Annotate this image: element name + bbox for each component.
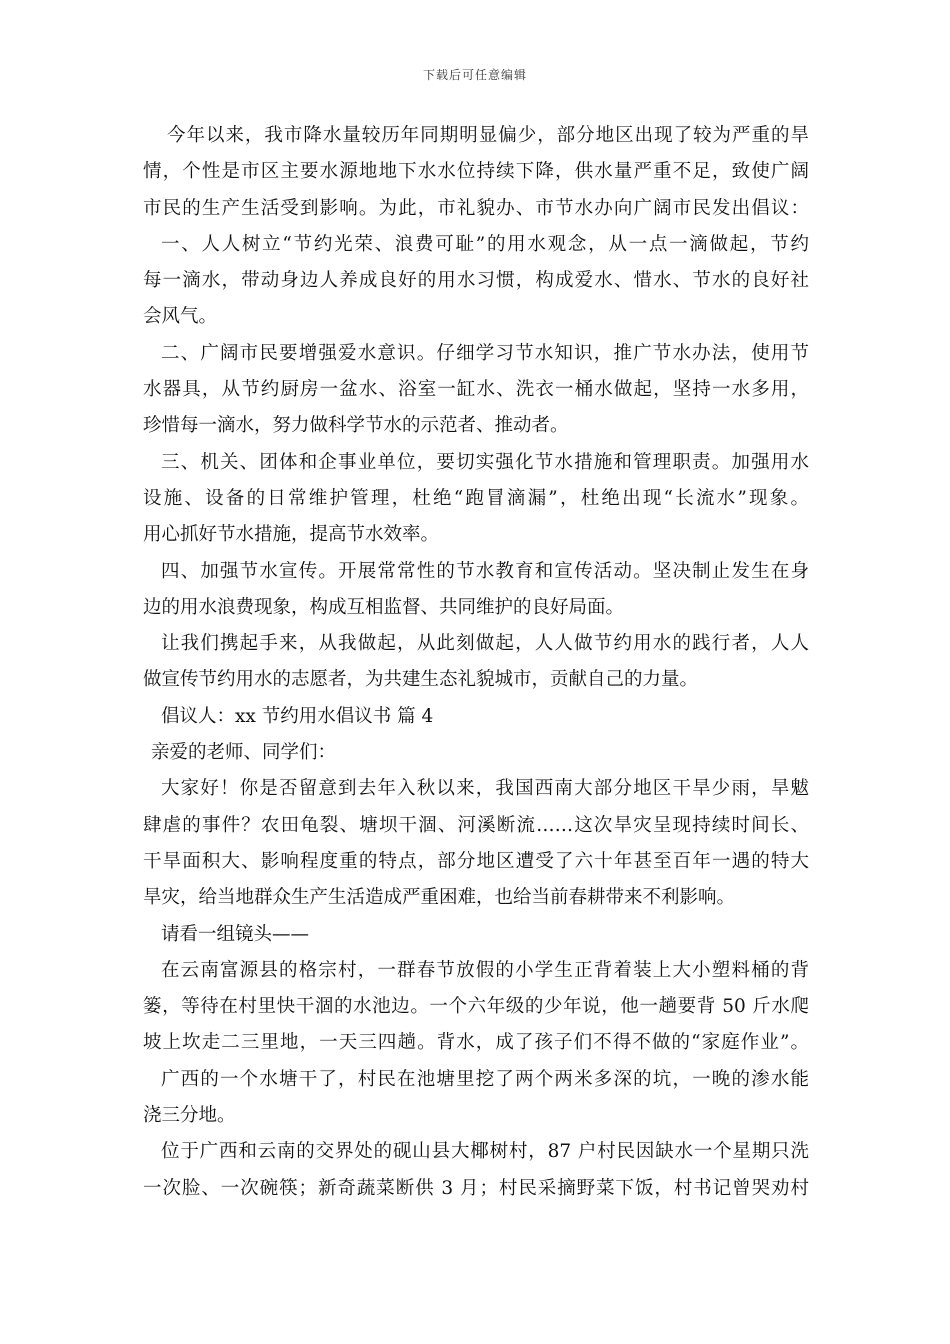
text-line: 每一滴水，带动身边人养成良好的用水习惯，构成爱水、惜水、节水的良好社 — [143, 270, 809, 292]
text-line: 亲爱的老师、同学们： — [151, 742, 337, 764]
text-line: 篓，等待在村里快干涸的水池边。一个六年级的少年说，他一趟要背 50 斤水爬 — [143, 996, 809, 1018]
text-line: 浇三分地。 — [143, 1105, 236, 1127]
text-line: 让我们携起手来，从我做起，从此刻做起，人人做节约用水的践行者，人人 — [161, 633, 809, 655]
text-line: 倡议人：xx 节约用水倡议书 篇 4 — [161, 705, 434, 727]
text-line: 旱灾，给当地群众生产生活造成严重困难，也给当前春耕带来不利影响。 — [143, 887, 736, 909]
text-line: 四、加强节水宣传。开展常常性的节水教育和宣传活动。坚决制止发生在身 — [161, 560, 809, 582]
text-line: 一、人人树立“节约光荣、浪费可耻”的用水观念，从一点一滴做起，节约 — [161, 233, 809, 255]
text-line: 干旱面积大、影响程度重的特点，部分地区遭受了六十年甚至百年一遇的特大 — [143, 850, 809, 872]
text-line: 会风气。 — [143, 306, 218, 328]
text-line: 珍惜每一滴水，努力做科学节水的示范者、推动者。 — [143, 415, 569, 437]
text-line: 请看一组镜头—— — [161, 923, 310, 945]
text-line: 市民的生产生活受到影响。为此，市礼貌办、市节水办向广阔市民发出倡议： — [143, 197, 809, 219]
text-line: 大家好！你是否留意到去年入秋以来，我国西南大部分地区干旱少雨，旱魃 — [161, 778, 809, 800]
text-line: 水器具，从节约厨房一盆水、浴室一缸水、洗衣一桶水做起，坚持一水多用， — [143, 379, 809, 401]
text-line: 情，个性是市区主要水源地地下水水位持续下降，供水量严重不足，致使广阔 — [143, 161, 809, 183]
text-line: 边的用水浪费现象，构成互相监督、共同维护的良好局面。 — [143, 596, 625, 618]
text-line: 三、机关、团体和企事业单位，要切实强化节水措施和管理职责。加强用水 — [161, 451, 809, 473]
text-line: 设施、设备的日常维护管理，杜绝“跑冒滴漏”，杜绝出现“长流水”现象。 — [143, 487, 809, 509]
text-line: 用心抓好节水措施，提高节水效率。 — [143, 524, 440, 546]
text-line: 二、广阔市民要增强爱水意识。仔细学习节水知识，推广节水办法，使用节 — [161, 342, 809, 364]
text-line: 广西的一个水塘干了，村民在池塘里挖了两个两米多深的坑，一晚的渗水能 — [161, 1068, 809, 1090]
page-header: 下载后可任意编辑 — [422, 68, 527, 82]
text-line: 位于广西和云南的交界处的砚山县大椰树村，87 户村民因缺水一个星期只洗 — [161, 1141, 809, 1163]
text-line: 一次脸、一次碗筷；新奇蔬菜断供 3 月；村民采摘野菜下饭，村书记曾哭劝村 — [143, 1177, 809, 1199]
text-line: 今年以来，我市降水量较历年同期明显偏少，部分地区出现了较为严重的旱 — [167, 125, 809, 146]
text-line: 做宣传节约用水的志愿者，为共建生态礼貌城市，贡献自己的力量。 — [143, 669, 699, 691]
text-line: 坡上坎走二三里地，一天三四趟。背水，成了孩子们不得不做的“家庭作业”。 — [143, 1032, 809, 1054]
text-line: 肆虐的事件？农田龟裂、塘坝干涸、河溪断流……这次旱灾呈现持续时间长、 — [143, 814, 809, 836]
document-body — [143, 118, 809, 1207]
text-line: 在云南富源县的格宗村，一群春节放假的小学生正背着装上大小塑料桶的背 — [161, 959, 809, 981]
